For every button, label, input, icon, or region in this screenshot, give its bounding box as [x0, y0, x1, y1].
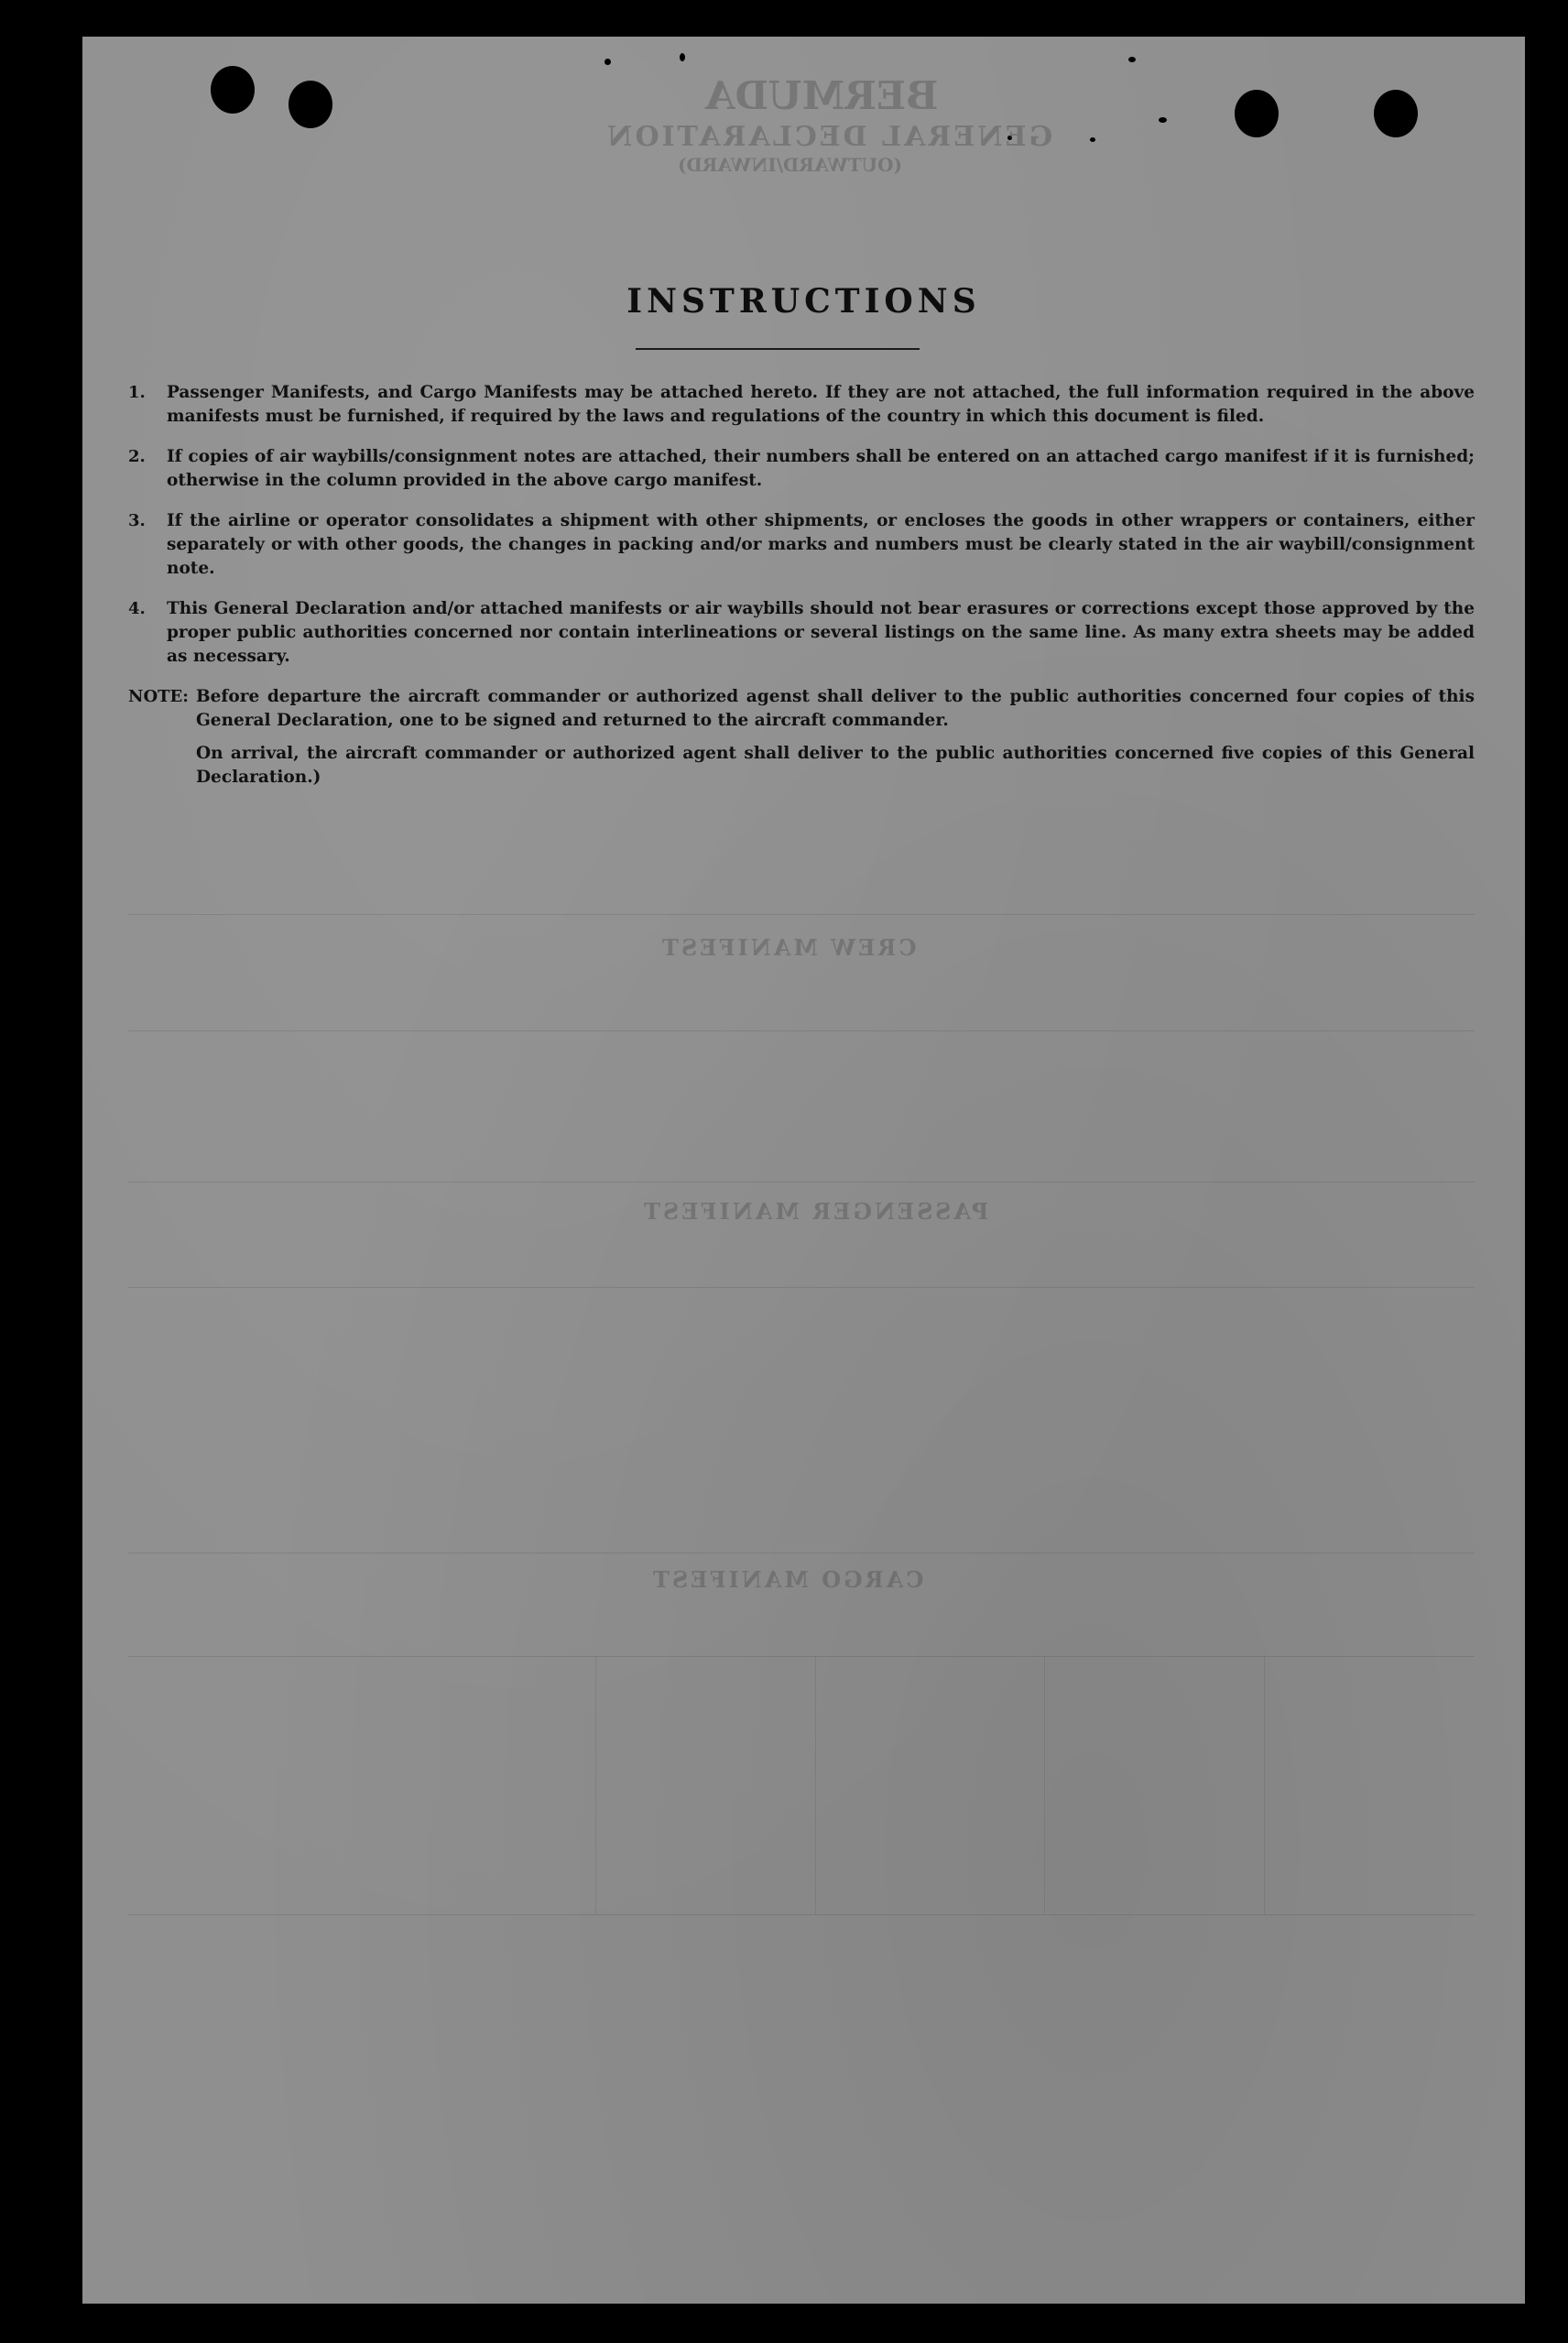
show-through-crew-heading: CREW MANIFEST	[659, 934, 917, 961]
punch-hole-left-1	[211, 66, 255, 114]
title-underline	[636, 348, 920, 350]
show-through-direction: (OUTWARD/INWARD)	[678, 154, 902, 176]
note-label: NOTE:	[128, 687, 189, 706]
instruction-text: If copies of air waybills/consignment notes are attached, their numbers shall be entered on an attached cargo manifest if it is furnished; otherwise in the column provided in the above cargo manifest.	[167, 447, 1475, 490]
instruction-number: 1.	[128, 383, 146, 402]
instruction-text: If the airline or operator consolidates a shipment with other shipments, or encloses the goods in other wrappers or containers, either separately or with other goods, the changes in packing and/or marks and numbers must be clearly stated in the air waybill/consignment note.	[167, 511, 1475, 578]
show-through-column-line	[1264, 1656, 1265, 1914]
punch-hole-right-1	[1235, 90, 1279, 137]
note-paragraph: On arrival, the aircraft commander or authorized agent shall deliver to the public authorities concerned five copies of this General Declaration.)	[196, 744, 1475, 787]
show-through-cargo-heading: CARGO MANIFEST	[650, 1566, 924, 1593]
instructions-title: INSTRUCTIONS	[626, 282, 981, 321]
speck	[1090, 137, 1095, 142]
show-through-column-line	[595, 1656, 596, 1914]
instruction-item	[128, 509, 1475, 581]
show-through-rule	[128, 1914, 1475, 1915]
show-through-rule	[128, 1287, 1475, 1288]
show-through-passenger-heading: PASSENGER MANIFEST	[641, 1198, 989, 1225]
instruction-item	[128, 445, 1475, 493]
speck	[680, 53, 685, 61]
note-block	[128, 685, 1475, 799]
instruction-text: Passenger Manifests, and Cargo Manifests may be attached hereto. If they are not attached, the full information required in the above manifests must be furnished, if required by the laws and regulations of the country in which this document is filed.	[167, 383, 1475, 426]
instructions-list	[128, 381, 1475, 799]
instruction-number: 2.	[128, 447, 146, 466]
instruction-number: 3.	[128, 511, 146, 530]
show-through-rule	[128, 1030, 1475, 1031]
show-through-rule	[128, 1656, 1475, 1657]
instruction-item	[128, 597, 1475, 669]
speck	[1128, 57, 1136, 62]
show-through-column-line	[815, 1656, 816, 1914]
show-through-country: BERMUDA	[705, 73, 939, 118]
note-body	[167, 685, 1475, 799]
punch-hole-left-2	[289, 81, 332, 128]
show-through-rule	[128, 914, 1475, 915]
show-through-form: GENERAL DECLARATION	[604, 121, 1053, 153]
instruction-number: 4.	[128, 599, 146, 618]
punch-hole-right-2	[1374, 90, 1418, 137]
instruction-item	[128, 381, 1475, 429]
instruction-text: This General Declaration and/or attached manifests or air waybills should not bear erasures or corrections except those approved by the proper public authorities concerned nor contain interlineations or several listings on the same line. As many extra sheets may be added as necessary.	[167, 599, 1475, 666]
speck	[1159, 117, 1167, 123]
show-through-column-line	[1044, 1656, 1045, 1914]
speck	[604, 59, 611, 65]
note-paragraph: Before departure the aircraft commander or authorized agenst shall deliver to the public authorities concerned four copies of this General Declaration, one to be signed and returned to the aircraft commander.	[196, 687, 1475, 730]
document-page	[82, 37, 1525, 2304]
